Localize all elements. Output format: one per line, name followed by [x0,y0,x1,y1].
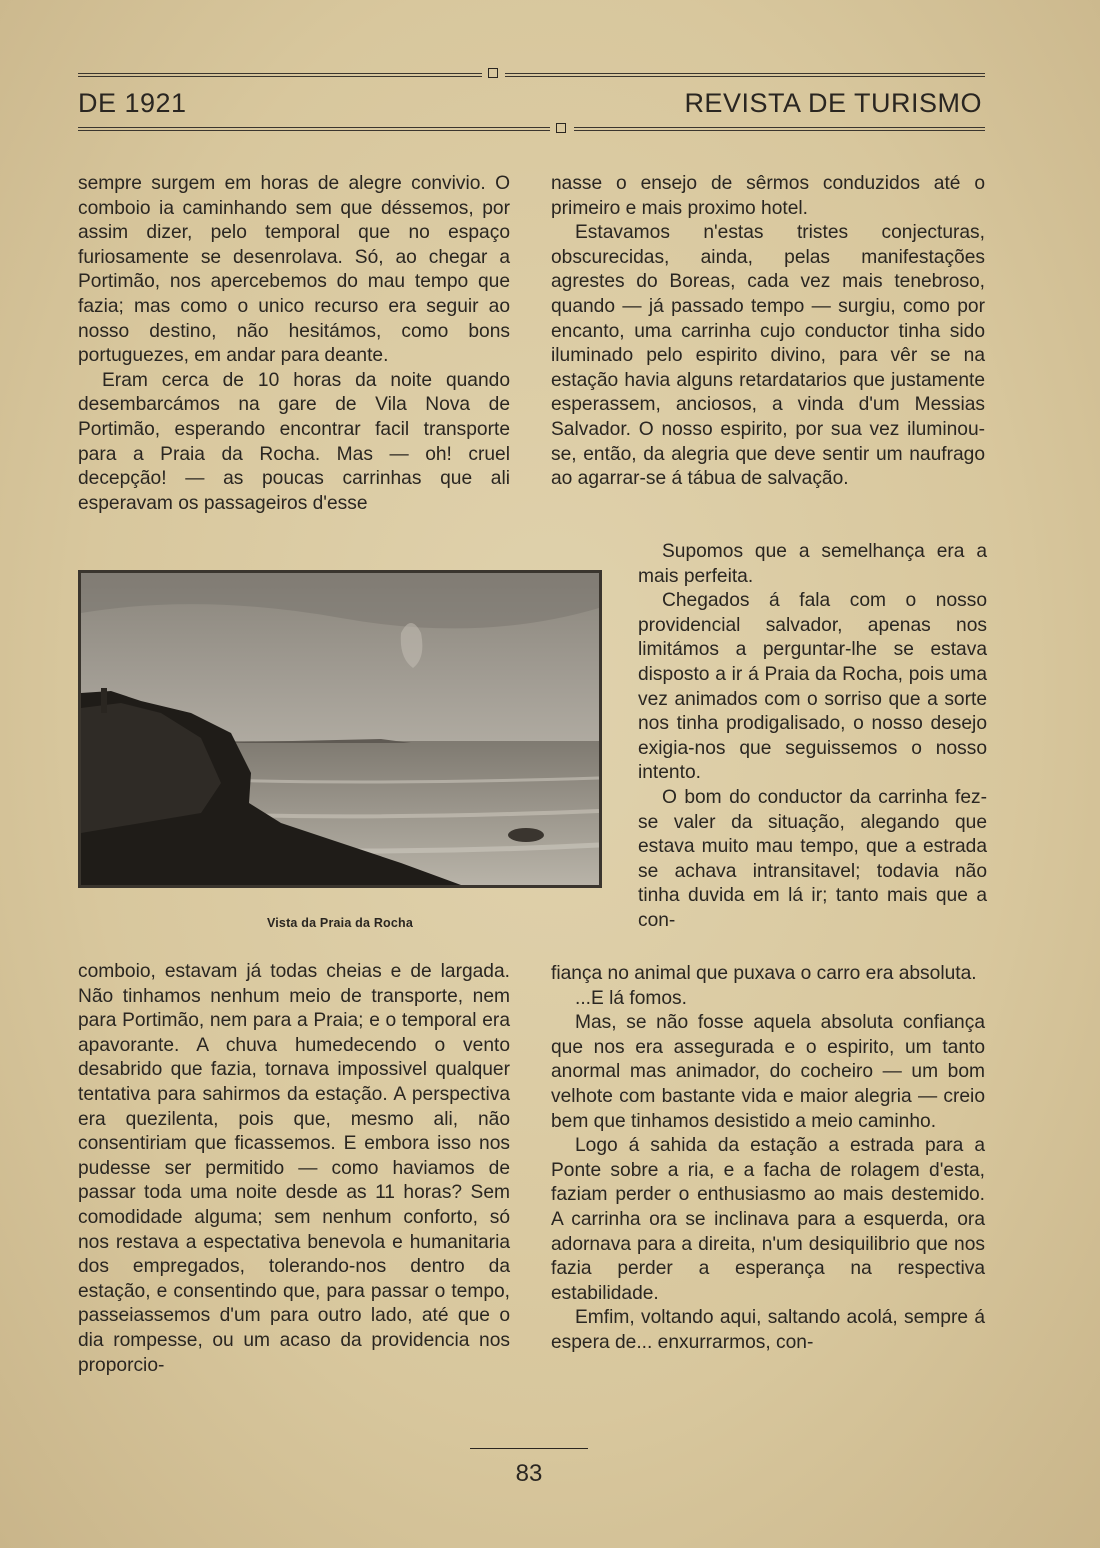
page-number: 83 [515,1460,543,1487]
paragraph: ...E lá fomos. [575,987,687,1009]
paragraph: sempre surgem em horas de alegre convivio. O comboio ia caminhando sem que déssemos, por assim dizer, pelo temporal que no espaço furiosamente se desenrolava. Só, ao chegar a Portimão, nos apercebemos do mau tempo que fazia; mas como o unico recurso era seguir ao nosso destino, não hesitámos, como bons portuguezes, em andar para deante. [78,173,510,367]
right-column-middle [638,540,987,934]
header-rule-top-right [505,73,985,77]
header-rule-bottom-left [78,127,550,131]
paragraph: fiança no animal que puxava o carro era absoluta. [551,963,977,984]
paragraph: Chegados á fala com o nosso providencial salvador, apenas nos limitámos a perguntar-lhe se estava disposto a ir á Praia da Rocha, pois uma vez animados com o sorriso que a sorte nos tinha prodigalisado, o nosso desejo exigia-nos que seguissemos o nosso intento. [638,590,987,784]
right-column-top [551,172,985,492]
paragraph: comboio, estavam já todas cheias e de largada. Não tinhamos nenhum meio de transporte, nem para Portimão, nem para a Praia; e o temporal era apavorante. A chuva humedecendo o vento desabrido que fazia, tornava impossivel qualquer tentativa para sahirmos da estação. A perspectiva era quezilenta, pois que, mesmo ali, não consentiriam que ficassemos. E embora isso nos pudesse ser permitido — como haviamos de passar toda uma noite desde as 11 horas? Sem comodidade alguma; sem nenhum conforto, só nos restava a espectativa benevola e humanitaria dos empregados, tolerando-nos dentro da estação, e consentindo que, para passar o tempo, passeiassemos d'um para outro lado, até que o dia rompesse, ou um acaso da providencia nos proporcio- [78,961,510,1376]
beach-photo [78,570,602,888]
header-magazine-title: REVISTA DE TURISMO [684,88,982,118]
paragraph: Mas, se não fosse aquela absoluta confiança que nos era assegurada e o espirito, um tanto anormal mas animador, do cocheiro — um bom velhote com bastante vida e maior alegria — creio bem que tinhamos desistido a meio caminho. [551,1012,985,1132]
paragraph: Supomos que a semelhança era a mais perfeita. [638,541,987,587]
paragraph: O bom do conductor da carrinha fez-se valer da situação, alegando que estava muito mau tempo, que a estrada se achava intransitavel; todavia não tinha duvida em lá ir; tanto mais que a con- [638,786,987,931]
paragraph: Estavamos n'estas tristes conjecturas, obscurecidas, ainda, pelas manifestações agrestes do Boreas, cada vez mais tenebroso, quando — já passado tempo — surgiu, como por encanto, uma carrinha cujo conductor tinha sido iluminado pelo espirito divino, para vêr se na estação havia alguns retardatarios que justamente esperassem, anciosos, a vinda d'um Messias Salvador. O nosso espirito, por sua vez iluminou-se, então, da alegria que deve sentir um naufrago ao agarrar-se á tábua de salvação. [551,222,985,490]
paragraph: Eram cerca de 10 horas da noite quando desembarcámos na gare de Vila Nova de Portimão, esperando encontrar facil transporte para a Praia da Rocha. Mas — oh! cruel decepção! — as poucas carrinhas que ali esperavam os passageiros d'esse [78,369,510,514]
paragraph: Emfim, voltando aqui, saltando acolá, sempre á espera de... enxurrarmos, con- [551,1307,985,1353]
left-column-top [78,172,510,516]
header-ornament-top [488,68,498,78]
header-date: DE 1921 [78,88,187,118]
photo-caption: Vista da Praia da Rocha [266,916,414,930]
header-rule-top-left [78,73,482,77]
footer-rule [470,1448,588,1449]
right-column-bottom [551,962,985,1356]
paragraph: Logo á sahida da estação a estrada para a Ponte sobre a ria, e a facha de rolagem d'esta, faziam perder o enthusiasmo ao mais destemido. A carrinha ora se inclinava para a esquerda, ora adornava para a direita, n'um desiquilibrio que nos fazia perder a esperança na respectiva estabilidade. [551,1135,985,1304]
paragraph: nasse o ensejo de sêrmos conduzidos até o primeiro e mais proximo hotel. [551,173,985,219]
header-ornament-bottom [556,123,566,133]
header-rule-bottom-right [574,127,985,131]
praia-da-rocha-image [81,573,599,885]
left-column-bottom [78,960,510,1378]
